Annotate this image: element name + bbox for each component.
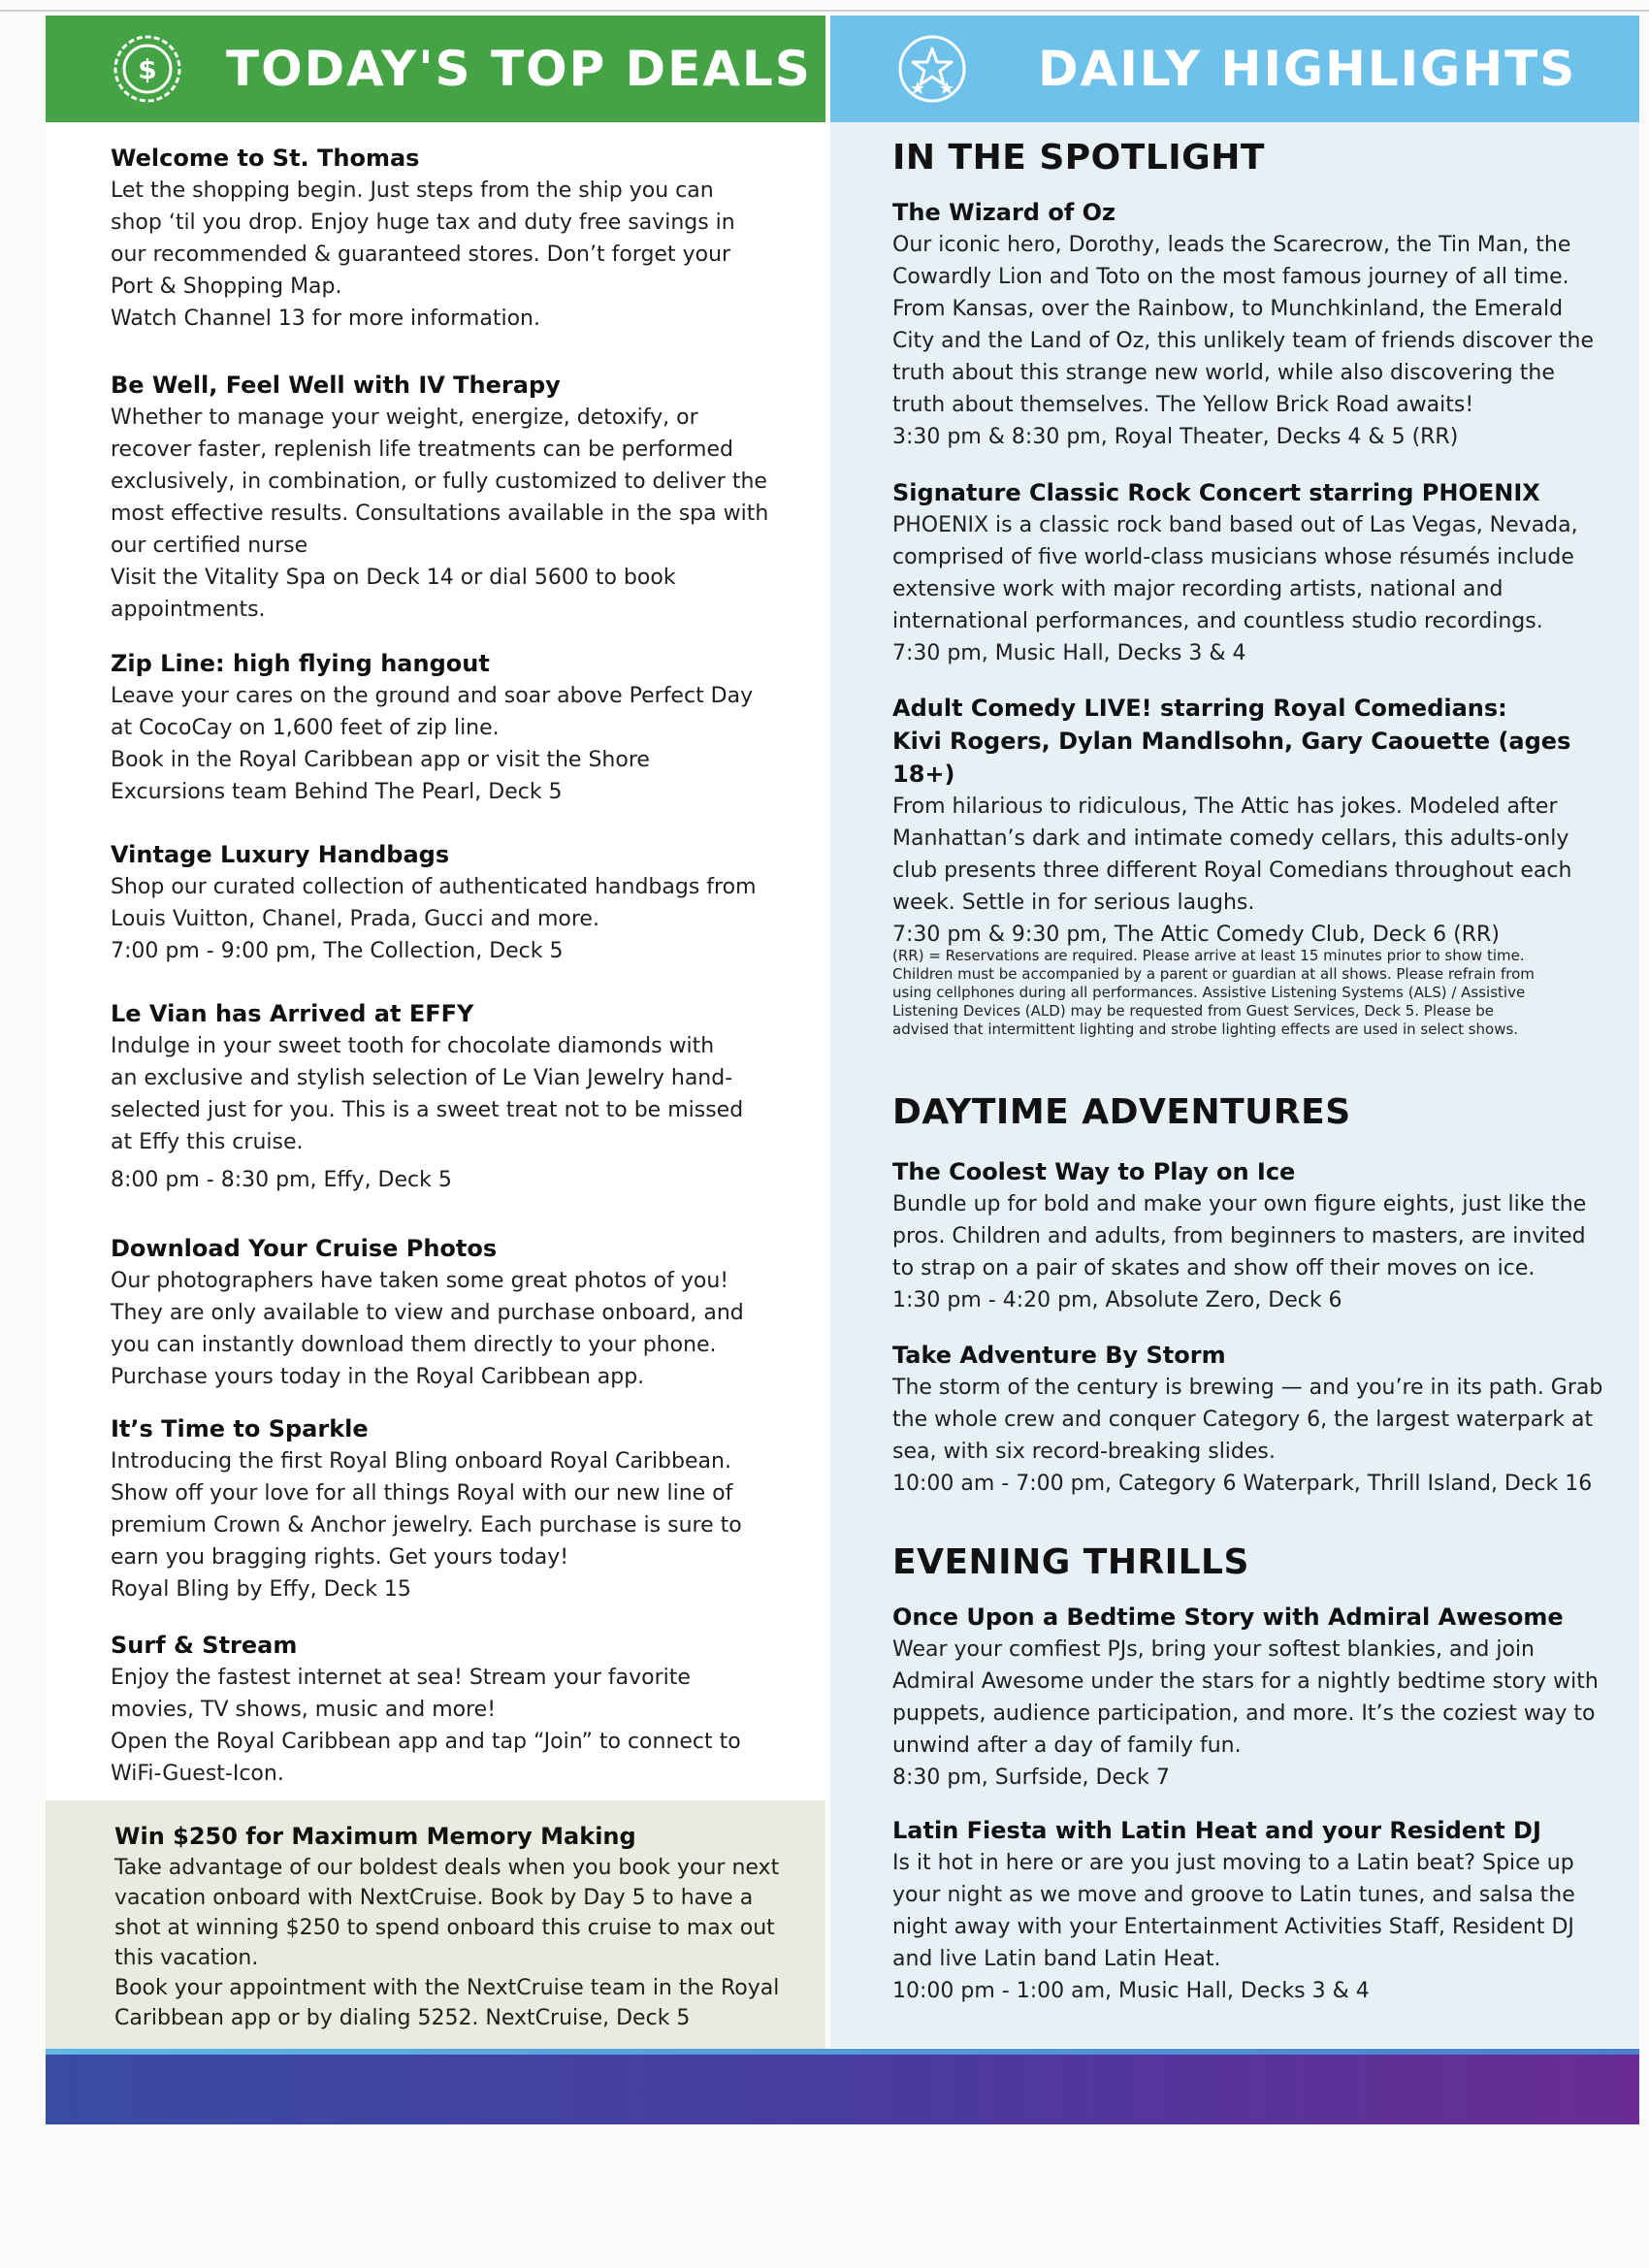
deal-item [111, 647, 790, 808]
highlight-line: sea, with six record-breaking slides. [892, 1440, 1276, 1464]
deal-line: Leave your cares on the ground and soar above Perfect Day [111, 684, 754, 708]
dollar-badge-icon [112, 33, 183, 105]
deal-line: appointments. [111, 598, 266, 622]
highlight-line: From Kansas, over the Rainbow, to Munchkinland, the Emerald [892, 297, 1564, 321]
highlight-line: 3:30 pm & 8:30 pm, Royal Theater, Decks 4 & 5 (RR) [892, 425, 1459, 449]
deal-line: Whether to manage your weight, energize, detoxify, or [111, 405, 698, 430]
promo-item [114, 1820, 793, 2033]
highlight-line: 7:30 pm & 9:30 pm, The Attic Comedy Club, Deck 6 (RR) [892, 923, 1500, 947]
highlight-title: Take Adventure By Storm [892, 1342, 1226, 1369]
deal-line: at CocoCay on 1,600 feet of zip line. [111, 716, 500, 740]
deal-line: Introducing the first Royal Bling onboard Royal Caribbean. [111, 1449, 731, 1474]
deal-line: premium Crown & Anchor jewelry. Each purchase is sure to [111, 1513, 742, 1538]
highlight-title: Once Upon a Bedtime Story with Admiral Awesome [892, 1604, 1564, 1631]
highlight-line: Is it hot in here or are you just moving to a Latin beat? Spice up [892, 1851, 1574, 1875]
deal-line: Visit the Vitality Spa on Deck 14 or dial 5600 to book [111, 566, 676, 590]
deal-line: at Effy this cruise. [111, 1130, 304, 1154]
deal-line: They are only available to view and purchase onboard, and [111, 1301, 744, 1325]
deal-title: Download Your Cruise Photos [111, 1235, 498, 1262]
deal-line: Show off your love for all things Royal with our new line of [111, 1481, 733, 1506]
highlight-line: Manhattan’s dark and intimate comedy cellars, this adults-only [892, 826, 1569, 851]
highlight-line: pros. Children and adults, from beginners to masters, are invited [892, 1224, 1586, 1248]
deal-item [111, 838, 790, 967]
highlight-item [892, 476, 1610, 669]
highlight-line: extensive work with major recording artists, national and [892, 577, 1504, 601]
highlight-title: Adult Comedy LIVE! starring Royal Comedians: [892, 695, 1507, 722]
highlight-item [892, 1155, 1610, 1316]
highlight-line: your night as we move and groove to Latin tunes, and salsa the [892, 1883, 1575, 1907]
highlight-line: Our iconic hero, Dorothy, leads the Scarecrow, the Tin Man, the [892, 233, 1571, 257]
footer-stripe [46, 2049, 1639, 2055]
note-line: Listening Devices (ALD) may be requested from Guest Services, Deck 5. Please be [892, 1002, 1494, 1020]
deal-line: Royal Bling by Effy, Deck 15 [111, 1577, 411, 1602]
deal-title: Vintage Luxury Handbags [111, 841, 450, 868]
deal-title: Surf & Stream [111, 1632, 298, 1659]
deal-item [111, 1412, 790, 1605]
deal-line: 7:00 pm - 9:00 pm, The Collection, Deck 5 [111, 939, 564, 963]
deal-line: Enjoy the fastest internet at sea! Stream your favorite [111, 1666, 691, 1690]
highlight-line: night away with your Entertainment Activities Staff, Resident DJ [892, 1915, 1574, 1939]
daytime-heading: DAYTIME ADVENTURES [892, 1092, 1351, 1132]
deal-title: Le Vian has Arrived at EFFY [111, 1000, 474, 1027]
highlight-title: The Wizard of Oz [892, 199, 1116, 226]
highlight-line: the whole crew and conquer Category 6, the largest waterpark at [892, 1408, 1594, 1432]
highlight-line: puppets, audience participation, and more. It’s the coziest way to [892, 1701, 1596, 1726]
highlight-line: comprised of five world-class musicians whose résumés include [892, 545, 1574, 569]
promo-line: shot at winning $250 to spend onboard this cruise to max out [114, 1916, 775, 1940]
deal-item [111, 142, 790, 335]
deal-line: our recommended & guaranteed stores. Don’t forget your [111, 243, 731, 267]
deals-title: TODAY'S TOP DEALS [226, 41, 812, 97]
promo-title: Win $250 for Maximum Memory Making [114, 1823, 636, 1850]
deal-line: our certified nurse [111, 534, 308, 558]
deal-line: Port & Shopping Map. [111, 275, 342, 299]
highlights-header [830, 16, 1639, 122]
deal-line: WiFi-Guest-Icon. [111, 1762, 284, 1786]
deal-line: movies, TV shows, music and more! [111, 1698, 497, 1722]
highlight-subtitle: Kivi Rogers, Dylan Mandlsohn, Gary Caouette (ages 18+) [892, 728, 1571, 788]
deal-line: Our photographers have taken some great photos of you! [111, 1269, 729, 1293]
highlight-title: The Coolest Way to Play on Ice [892, 1158, 1296, 1185]
deal-line: Excursions team Behind The Pearl, Deck 5 [111, 780, 563, 804]
evening-heading: EVENING THRILLS [892, 1542, 1249, 1582]
deal-line: Book in the Royal Caribbean app or visit the Shore [111, 748, 650, 772]
highlight-line: 7:30 pm, Music Hall, Decks 3 & 4 [892, 641, 1246, 665]
highlight-line: and live Latin band Latin Heat. [892, 1947, 1221, 1971]
highlight-line: Wear your comfiest PJs, bring your softest blankies, and join [892, 1637, 1535, 1662]
deal-line: Shop our curated collection of authenticated handbags from [111, 875, 757, 899]
highlight-item [892, 1814, 1610, 2007]
stars-badge-icon [896, 33, 968, 105]
highlight-line: Cowardly Lion and Toto on the most famous journey of all time. [892, 265, 1569, 289]
highlight-line: week. Settle in for serious laughs. [892, 891, 1255, 915]
deal-line: 8:00 pm - 8:30 pm, Effy, Deck 5 [111, 1168, 452, 1192]
highlight-line: Admiral Awesome under the stars for a nightly bedtime story with [892, 1669, 1599, 1694]
deal-item [111, 369, 790, 626]
promo-line: Caribbean app or by dialing 5252. NextCruise, Deck 5 [114, 2006, 691, 2030]
deal-item [111, 997, 790, 1196]
deal-item [111, 1232, 790, 1393]
highlight-item [892, 692, 1610, 951]
highlight-line: 1:30 pm - 4:20 pm, Absolute Zero, Deck 6 [892, 1288, 1342, 1312]
deal-line: an exclusive and stylish selection of Le Vian Jewelry hand- [111, 1066, 733, 1090]
highlights-title: DAILY HIGHLIGHTS [1038, 41, 1577, 97]
highlight-title: Signature Classic Rock Concert starring PHOENIX [892, 479, 1540, 506]
deal-title: It’s Time to Sparkle [111, 1415, 369, 1442]
reservation-note [892, 947, 1562, 1039]
promo-line: Book your appointment with the NextCruise team in the Royal [114, 1976, 780, 2000]
deal-title: Be Well, Feel Well with IV Therapy [111, 372, 561, 399]
highlight-line: City and the Land of Oz, this unlikely team of friends discover the [892, 329, 1595, 353]
deal-line: most effective results. Consultations available in the spa with [111, 502, 769, 526]
highlight-line: truth about themselves. The Yellow Brick Road awaits! [892, 393, 1474, 417]
svg-text:$: $ [138, 53, 157, 85]
deal-line: exclusively, in combination, or fully customized to deliver the [111, 470, 767, 494]
highlight-line: Bundle up for bold and make your own figure eights, just like the [892, 1192, 1587, 1216]
spotlight-heading: IN THE SPOTLIGHT [892, 138, 1265, 178]
highlight-line: 8:30 pm, Surfside, Deck 7 [892, 1766, 1170, 1790]
highlight-line: 10:00 pm - 1:00 am, Music Hall, Decks 3 & 4 [892, 1979, 1370, 2003]
highlight-item [892, 1339, 1610, 1500]
highlight-line: to strap on a pair of skates and show off their moves on ice. [892, 1256, 1536, 1280]
note-line: using cellphones during all performances. Assistive Listening Systems (ALS) / Assistive [892, 984, 1526, 1001]
deal-line: Watch Channel 13 for more information. [111, 307, 540, 331]
deal-line: shop ‘til you drop. Enjoy huge tax and duty free savings in [111, 211, 735, 235]
highlight-line: international performances, and countless studio recordings. [892, 609, 1543, 633]
deal-line: earn you bragging rights. Get yours today! [111, 1545, 569, 1570]
highlight-line: From hilarious to ridiculous, The Attic has jokes. Modeled after [892, 794, 1558, 819]
deal-line: Open the Royal Caribbean app and tap “Join” to connect to [111, 1730, 741, 1754]
note-line: (RR) = Reservations are required. Please arrive at least 15 minutes prior to show time. [892, 947, 1525, 964]
highlight-item [892, 1601, 1610, 1794]
highlight-line: truth about this strange new world, while also discovering the [892, 361, 1555, 385]
deal-line: Louis Vuitton, Chanel, Prada, Gucci and more. [111, 907, 599, 931]
note-line: advised that intermittent lighting and strobe lighting effects are used in select shows. [892, 1021, 1519, 1038]
highlight-line: The storm of the century is brewing — and you’re in its path. Grab [892, 1376, 1603, 1400]
highlight-item [892, 196, 1610, 453]
promo-line: this vacation. [114, 1946, 259, 1970]
deal-line: Let the shopping begin. Just steps from the ship you can [111, 178, 714, 203]
note-line: Children must be accompanied by a parent or guardian at all shows. Please refrain from [892, 965, 1535, 983]
highlight-line: 10:00 am - 7:00 pm, Category 6 Waterpark, Thrill Island, Deck 16 [892, 1472, 1593, 1496]
deal-line: selected just for you. This is a sweet treat not to be missed [111, 1098, 744, 1122]
highlight-line: PHOENIX is a classic rock band based out of Las Vegas, Nevada, [892, 513, 1578, 537]
deal-line: you can instantly download them directly to your phone. [111, 1333, 717, 1357]
promo-line: vacation onboard with NextCruise. Book by Day 5 to have a [114, 1886, 754, 1910]
deal-title: Welcome to St. Thomas [111, 145, 420, 172]
deals-header [46, 16, 825, 122]
deal-line: Purchase yours today in the Royal Caribbean app. [111, 1365, 645, 1389]
promo-line: Take advantage of our boldest deals when you book your next [114, 1856, 780, 1880]
footer-band [46, 2049, 1639, 2124]
deal-title: Zip Line: high flying hangout [111, 650, 490, 677]
highlight-line: club presents three different Royal Comedians throughout each [892, 859, 1572, 883]
highlight-title: Latin Fiesta with Latin Heat and your Resident DJ [892, 1817, 1541, 1844]
top-rule [0, 10, 1649, 12]
deal-line: Indulge in your sweet tooth for chocolate diamonds with [111, 1034, 715, 1058]
deal-item [111, 1629, 790, 1790]
highlight-line: unwind after a day of family fun. [892, 1733, 1242, 1758]
deal-line: recover faster, replenish life treatments can be performed [111, 437, 733, 462]
